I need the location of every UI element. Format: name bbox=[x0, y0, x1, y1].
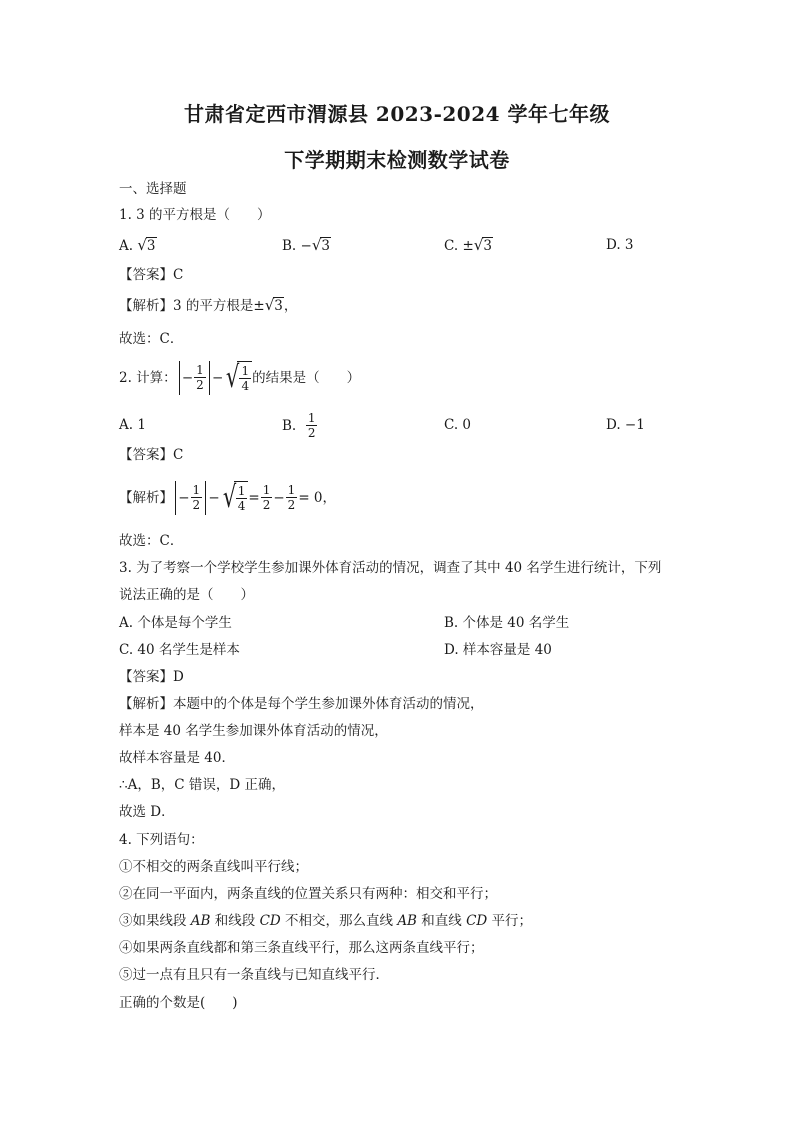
title-line-2: 下学期期末检测数学试卷 bbox=[284, 148, 510, 172]
q1-option-c-sign: ± bbox=[462, 238, 474, 254]
q2-stem-prefix: 2. 计算： bbox=[119, 369, 177, 386]
minus-sign: − bbox=[178, 489, 190, 506]
q4-statement-1: ①不相交的两条直线叫平行线； bbox=[119, 859, 308, 875]
q1-option-a bbox=[119, 236, 157, 255]
frac-den: 2 bbox=[307, 426, 316, 440]
line-ab: AB bbox=[397, 913, 417, 929]
q3-stem-line-1: 3. 为了考察一个学校学生参加课外体育活动的情况，调查了其中 40 名学生进行统计，下列 bbox=[119, 560, 662, 576]
q3-conclusion: 故选 D． bbox=[119, 804, 175, 820]
q2-analysis bbox=[119, 480, 336, 515]
q2-option-b bbox=[282, 408, 318, 443]
q1-analysis-suffix: ， bbox=[283, 298, 298, 314]
q3-answer: 【答案】D bbox=[119, 669, 184, 685]
q1-stem: 1. 3 的平方根是（ ） bbox=[119, 207, 271, 223]
sqrt-symbol: √ $\frac{1}{4}$ bbox=[223, 361, 252, 395]
frac-num: 1 bbox=[192, 483, 201, 497]
frac-num: 1 bbox=[196, 363, 204, 377]
q3-option-a: A. 个体是每个学生 bbox=[119, 615, 232, 631]
minus-sign: − bbox=[212, 369, 224, 386]
text: 和线段 bbox=[210, 913, 260, 929]
section-heading: 一、选择题 bbox=[119, 181, 187, 197]
q1-option-a-label: A. bbox=[119, 238, 134, 254]
q1-analysis-text: 【解析】3 的平方根是± bbox=[119, 298, 265, 314]
abs-bar-left bbox=[179, 361, 180, 395]
q1-analysis-value: 3 bbox=[274, 298, 283, 314]
fraction bbox=[261, 483, 273, 512]
q1-option-a-value: 3 bbox=[146, 238, 156, 254]
q4-stem: 4. 下列语句： bbox=[119, 832, 204, 848]
q2-answer: 【答案】C bbox=[119, 447, 184, 463]
q1-option-b bbox=[282, 236, 331, 255]
frac-den: 4 bbox=[241, 378, 250, 393]
q2-stem bbox=[119, 360, 360, 395]
q4-statement-4: ④如果两条直线都和第三条直线平行，那么这两条直线平行； bbox=[119, 940, 484, 956]
q1-option-b-value: 3 bbox=[321, 238, 330, 254]
frac-num: 1 bbox=[237, 483, 246, 498]
q1-option-d: D. 3 bbox=[606, 237, 634, 253]
q1-option-c bbox=[444, 236, 493, 255]
q3-option-d: D. 样本容量是 40 bbox=[444, 642, 552, 658]
segment-ab: AB bbox=[190, 913, 211, 929]
q2-analysis-result: = 0， bbox=[298, 489, 337, 506]
q1-conclusion: 故选：C． bbox=[119, 331, 184, 347]
q2-option-d: D. −1 bbox=[606, 417, 645, 433]
frac-num: 1 bbox=[287, 483, 296, 497]
minus-sign: − bbox=[181, 369, 194, 386]
abs-bar-right bbox=[209, 361, 210, 395]
fraction bbox=[191, 483, 203, 512]
text: ③如果线段 bbox=[119, 913, 191, 929]
segment-cd: CD bbox=[259, 913, 281, 929]
q3-stem-line-2: 说法正确的是（ ） bbox=[119, 587, 254, 603]
sqrt-symbol: √3 bbox=[264, 296, 283, 314]
q4-statement-5: ⑤过一点有且只有一条直线与已知直线平行． bbox=[119, 967, 389, 983]
q2-stem-suffix: 的结果是（ ） bbox=[252, 369, 361, 386]
title-line-1: 甘肃省定西市渭源县 2023-2024 学年七年级 bbox=[183, 102, 611, 126]
q1-answer: 【答案】C bbox=[119, 267, 184, 283]
q1-option-b-label: B. bbox=[282, 238, 297, 254]
q1-option-c-value: 3 bbox=[483, 238, 492, 254]
text: 平行； bbox=[487, 913, 533, 929]
abs-bar-left bbox=[175, 481, 176, 515]
sqrt-symbol: √3 bbox=[473, 236, 492, 254]
sqrt-symbol: √3 bbox=[137, 236, 156, 254]
q4-statement-2: ②在同一平面内，两条直线的位置关系只有两种：相交和平行； bbox=[119, 886, 497, 902]
q1-option-b-sign: − bbox=[300, 238, 312, 254]
q2-option-b-label: B. bbox=[282, 417, 297, 434]
frac-num: 1 bbox=[307, 411, 316, 425]
q4-statement-3 bbox=[119, 912, 532, 930]
line-cd: CD bbox=[466, 913, 488, 929]
frac-num: 1 bbox=[241, 363, 250, 378]
text: 和直线 bbox=[416, 913, 467, 929]
frac-den: 2 bbox=[287, 498, 296, 512]
q1-option-c-label: C. bbox=[444, 238, 459, 254]
q2-conclusion: 故选：C． bbox=[119, 533, 184, 549]
fraction bbox=[306, 411, 318, 440]
q3-option-b: B. 个体是 40 名学生 bbox=[444, 615, 570, 631]
sqrt-symbol: √ $\frac{1}{4}$ bbox=[220, 481, 249, 515]
frac-den: 2 bbox=[262, 498, 271, 512]
q4-question: 正确的个数是( ) bbox=[119, 995, 238, 1011]
q3-option-c: C. 40 名学生是样本 bbox=[119, 642, 240, 658]
q3-analysis-3: 故样本容量是 40． bbox=[119, 750, 235, 766]
q3-analysis-4: ∴A，B，C 错误，D 正确， bbox=[119, 777, 285, 793]
q2-option-a: A. 1 bbox=[119, 417, 146, 433]
equals-sign: = bbox=[248, 489, 260, 506]
minus-sign: − bbox=[273, 489, 285, 506]
fraction bbox=[194, 363, 206, 392]
frac-den: 2 bbox=[192, 498, 201, 512]
fraction bbox=[236, 484, 248, 513]
frac-num: 1 bbox=[262, 483, 271, 497]
frac-den: 4 bbox=[237, 498, 246, 513]
abs-bar-right bbox=[205, 481, 206, 515]
fraction bbox=[286, 483, 298, 512]
text: 不相交，那么直线 bbox=[280, 913, 398, 929]
sqrt-symbol: √3 bbox=[311, 236, 330, 254]
q2-option-c: C. 0 bbox=[444, 417, 472, 433]
q3-analysis-2: 样本是 40 名学生参加课外体育活动的情况， bbox=[119, 723, 388, 739]
q3-analysis-1: 【解析】本题中的个体是每个学生参加课外体育活动的情况， bbox=[119, 696, 484, 712]
q1-analysis bbox=[119, 296, 297, 315]
frac-den: 2 bbox=[196, 378, 204, 392]
q2-analysis-prefix: 【解析】 bbox=[119, 489, 173, 506]
minus-sign: − bbox=[208, 489, 220, 506]
fraction bbox=[239, 364, 251, 393]
